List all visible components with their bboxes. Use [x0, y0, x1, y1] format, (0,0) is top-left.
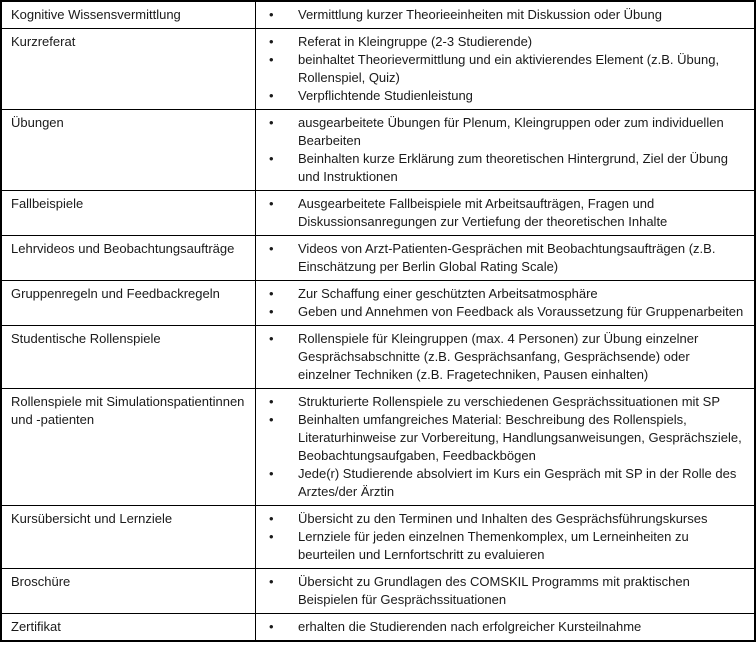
method-label: Fallbeispiele [11, 196, 84, 211]
list-item [256, 285, 754, 303]
bullet-icon: • [269, 412, 274, 427]
bullet-text: Videos von Arzt-Patienten-Gesprächen mit Beobachtungsaufträgen (z.B. Einschätzung per Berlin Global Rating Scale) [298, 241, 716, 274]
description-cell [256, 506, 756, 569]
list-item [256, 195, 754, 231]
bullet-icon: • [269, 331, 274, 346]
method-cell [1, 191, 256, 236]
bullet-icon: • [269, 34, 274, 49]
description-cell [256, 389, 756, 506]
bullet-icon: • [269, 286, 274, 301]
bullet-icon: • [269, 511, 274, 526]
list-item [256, 150, 754, 186]
table-row [1, 506, 755, 569]
bullet-icon: • [269, 466, 274, 481]
table-row [1, 281, 755, 326]
bullet-text: Vermittlung kurzer Theorieeinheiten mit Diskussion oder Übung [298, 7, 662, 22]
description-cell [256, 236, 756, 281]
method-label: Zertifikat [11, 619, 61, 634]
method-cell [1, 569, 256, 614]
table-row [1, 1, 755, 29]
bullet-icon: • [269, 241, 274, 256]
bullet-icon: • [269, 196, 274, 211]
method-label: Übungen [11, 115, 64, 130]
bullet-text: ausgearbeitete Übungen für Plenum, Kleingruppen oder zum individuellen Bearbeiten [298, 115, 724, 148]
method-label: Broschüre [11, 574, 71, 589]
list-item [256, 51, 754, 87]
method-label: Rollenspiele mit Simulationspatientinnen und -patienten [11, 394, 245, 427]
bullet-icon: • [269, 88, 274, 103]
bullet-icon: • [269, 304, 274, 319]
bullet-text: Beinhalten umfangreiches Material: Beschreibung des Rollenspiels, Literaturhinweise zur Vorbereitung, Handlungsanweisungen, Gesprächsziele, Beobachtungsaufgaben, Feedbackbögen [298, 412, 742, 463]
description-cell [256, 29, 756, 110]
list-item [256, 240, 754, 276]
list-item [256, 510, 754, 528]
list-item [256, 114, 754, 150]
bullet-text: Zur Schaffung einer geschützten Arbeitsatmosphäre [298, 286, 598, 301]
list-item [256, 573, 754, 609]
bullet-text: Verpflichtende Studienleistung [298, 88, 473, 103]
table-body [1, 1, 755, 641]
method-label: Studentische Rollenspiele [11, 331, 161, 346]
method-label: Kurzreferat [11, 34, 76, 49]
description-cell [256, 1, 756, 29]
bullet-icon: • [269, 151, 274, 166]
bullet-icon: • [269, 394, 274, 409]
method-cell [1, 506, 256, 569]
bullet-icon: • [269, 52, 274, 67]
bullet-icon: • [269, 115, 274, 130]
bullet-text: Lernziele für jeden einzelnen Themenkomplex, um Lerneinheiten zu beurteilen und Lernfortschritt zu evaluieren [298, 529, 689, 562]
bullet-text: erhalten die Studierenden nach erfolgreicher Kursteilnahme [298, 619, 642, 634]
method-cell [1, 389, 256, 506]
description-cell [256, 110, 756, 191]
description-cell [256, 614, 756, 642]
method-label: Lehrvideos und Beobachtungsaufträge [11, 241, 235, 256]
list-item [256, 87, 754, 105]
description-cell [256, 326, 756, 389]
bullet-text: Referat in Kleingruppe (2-3 Studierende) [298, 34, 533, 49]
method-cell [1, 1, 256, 29]
method-cell [1, 110, 256, 191]
description-cell [256, 569, 756, 614]
bullet-icon: • [269, 574, 274, 589]
bullet-text: Strukturierte Rollenspiele zu verschiedenen Gesprächssituationen mit SP [298, 394, 720, 409]
table-row [1, 614, 755, 642]
list-item [256, 465, 754, 501]
list-item [256, 303, 754, 321]
bullet-text: Jede(r) Studierende absolviert im Kurs ein Gespräch mit SP in der Rolle des Arztes/der Ärztin [298, 466, 737, 499]
bullet-icon: • [269, 529, 274, 544]
method-label: Kognitive Wissensvermittlung [11, 7, 181, 22]
bullet-text: Ausgearbeitete Fallbeispiele mit Arbeitsaufträgen, Fragen und Diskussionsanregungen zur Vertiefung der theoretischen Inhalte [298, 196, 668, 229]
method-cell [1, 326, 256, 389]
table-row [1, 236, 755, 281]
list-item [256, 330, 754, 384]
list-item [256, 618, 754, 636]
bullet-text: beinhaltet Theorievermittlung und ein aktivierendes Element (z.B. Übung, Rollenspiel, Quiz) [298, 52, 720, 85]
bullet-icon: • [269, 7, 274, 22]
method-cell [1, 236, 256, 281]
method-label: Gruppenregeln und Feedbackregeln [11, 286, 220, 301]
bullet-text: Übersicht zu Grundlagen des COMSKIL Programms mit praktischen Beispielen für Gesprächssituationen [298, 574, 690, 607]
description-cell [256, 191, 756, 236]
table-row [1, 326, 755, 389]
method-label: Kursübersicht und Lernziele [11, 511, 173, 526]
bullet-text: Beinhalten kurze Erklärung zum theoretischen Hintergrund, Ziel der Übung und Instruktionen [298, 151, 728, 184]
list-item [256, 393, 754, 411]
bullet-text: Rollenspiele für Kleingruppen (max. 4 Personen) zur Übung einzelner Gesprächsabschnitte (z.B. Gesprächsanfang, Gesprächsende) oder einzelner Techniken (z.B. Fragetechniken, Pausen einhalten) [298, 331, 699, 382]
method-cell [1, 29, 256, 110]
list-item [256, 33, 754, 51]
table-row [1, 569, 755, 614]
table-row [1, 191, 755, 236]
bullet-text: Übersicht zu den Terminen und Inhalten des Gesprächsführungskurses [298, 511, 708, 526]
description-cell [256, 281, 756, 326]
bullet-text: Geben und Annehmen von Feedback als Voraussetzung für Gruppenarbeiten [298, 304, 744, 319]
table-row [1, 29, 755, 110]
method-cell [1, 281, 256, 326]
method-cell [1, 614, 256, 642]
list-item [256, 528, 754, 564]
table-row [1, 389, 755, 506]
table-row [1, 110, 755, 191]
bullet-icon: • [269, 619, 274, 634]
list-item [256, 411, 754, 465]
list-item [256, 6, 754, 24]
